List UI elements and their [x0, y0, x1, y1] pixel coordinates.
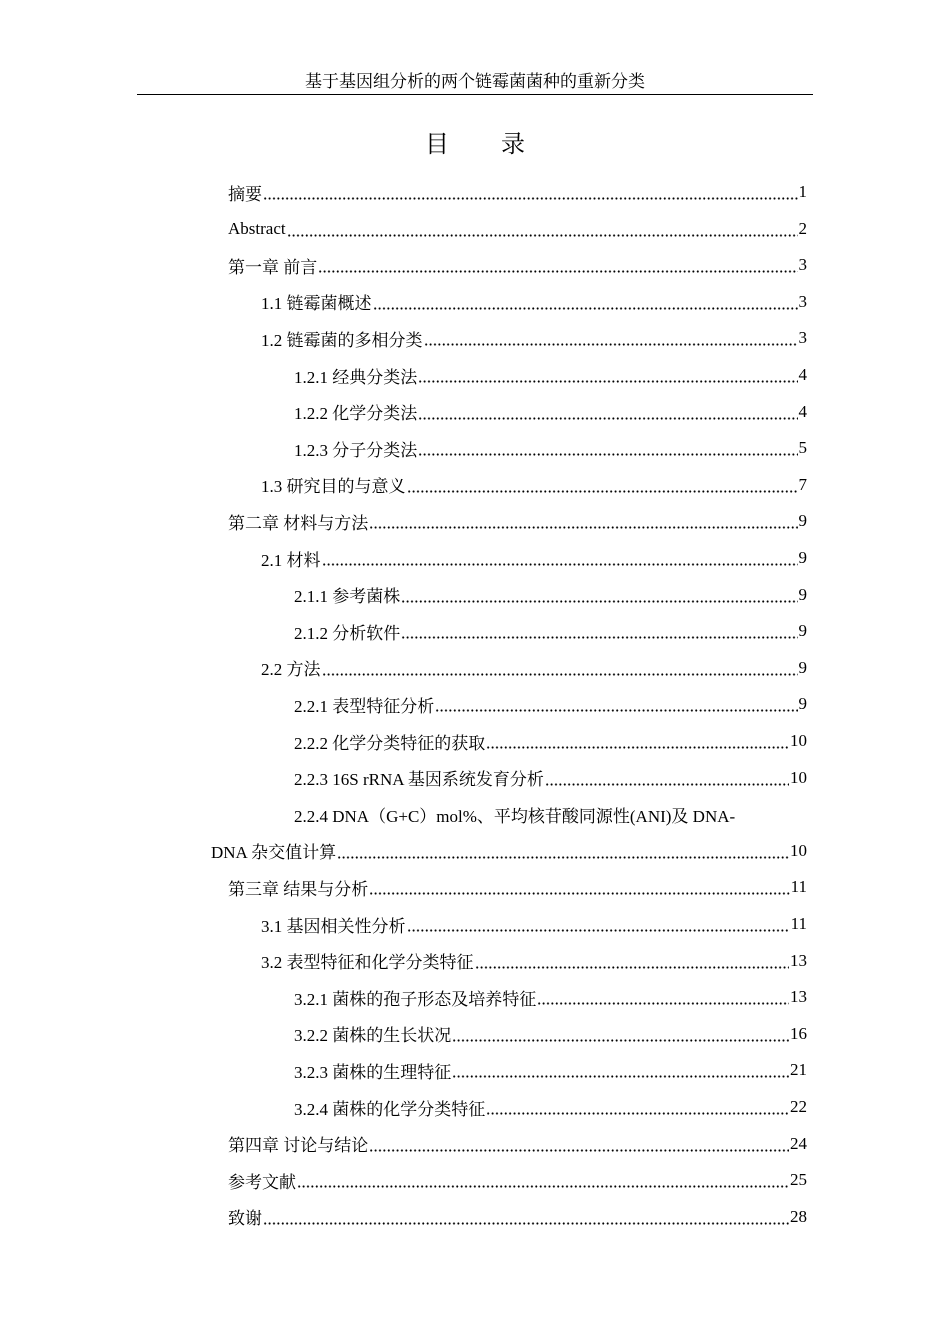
leader-dots: [401, 623, 797, 639]
leader-dots: [322, 660, 798, 676]
toc-entry-label: 1.3 研究目的与意义: [261, 477, 406, 497]
toc-entry[interactable]: [294, 394, 807, 430]
leader-dots: [369, 879, 789, 895]
toc-entry-page: 5: [798, 438, 807, 458]
leader-dots: [435, 696, 797, 712]
toc-entry[interactable]: [261, 320, 807, 356]
leader-dots: [537, 989, 789, 1005]
toc-entry[interactable]: [294, 357, 807, 393]
toc-entry-label: 2.2.2 化学分类特征的获取: [294, 733, 486, 753]
toc-entry[interactable]: [261, 540, 807, 576]
toc-entry-label: 3.2.4 菌株的化学分类特征: [294, 1099, 486, 1119]
toc-entry-label: 摘要: [228, 184, 262, 204]
toc-entry[interactable]: [228, 174, 807, 210]
toc-entry-page: 28: [790, 1206, 807, 1226]
toc-entry-page: 22: [790, 1097, 807, 1116]
toc-entry-page: 9: [798, 548, 807, 567]
leader-dots: [287, 221, 798, 237]
toc-entry[interactable]: [228, 211, 807, 247]
leader-dots: [452, 1026, 789, 1042]
toc-entry-label: 第一章 前言: [228, 257, 318, 277]
toc-entry-page: 16: [790, 1023, 807, 1043]
toc-entry-page: 10: [790, 840, 807, 860]
toc-entry[interactable]: [228, 1162, 807, 1198]
toc-entry[interactable]: [294, 760, 807, 796]
toc-entry-page: 9: [798, 657, 807, 677]
leader-dots: [369, 1136, 789, 1152]
leader-dots: [475, 953, 790, 969]
page-title: [0, 124, 950, 159]
toc-entry-page: 4: [798, 365, 807, 384]
toc-entry-label: 2.2.1 表型特征分析: [294, 696, 435, 716]
toc-entry-label: 1.2.2 化学分类法: [294, 404, 418, 424]
toc-entry-page: 2: [798, 218, 807, 238]
toc-entry-label: 3.1 基因相关性分析: [261, 916, 406, 936]
toc-entry[interactable]: [294, 613, 807, 649]
toc-entry[interactable]: [228, 1199, 807, 1235]
toc-entry-page: 3: [798, 291, 807, 311]
toc-entry-page: 13: [790, 950, 807, 970]
toc-entry-page: 25: [790, 1170, 807, 1190]
toc-entry[interactable]: [228, 503, 807, 539]
toc-entry-page: 11: [790, 877, 807, 897]
leader-dots: [263, 184, 798, 200]
toc-entry-label: 1.2 链霉菌的多相分类: [261, 330, 423, 350]
toc-entry-label: Abstract: [228, 218, 286, 238]
toc-entry-page: 11: [790, 914, 807, 933]
leader-dots: [263, 1209, 789, 1225]
toc-entry-page: 13: [790, 987, 807, 1007]
leader-dots: [401, 587, 797, 603]
toc-entry-page: 9: [798, 511, 807, 531]
toc-entry[interactable]: [294, 1016, 807, 1052]
toc-entry[interactable]: [261, 943, 807, 979]
toc-entry-label: 3.2.1 菌株的孢子形态及培养特征: [294, 989, 537, 1009]
toc-entry[interactable]: [294, 1089, 807, 1125]
title-char-2: 录: [501, 130, 525, 158]
toc-entry-page: 9: [798, 694, 807, 714]
toc-entry[interactable]: [261, 650, 807, 686]
toc-entry-page: 10: [790, 767, 807, 787]
leader-dots: [407, 916, 790, 932]
toc-entry-label: 2.1 材料: [261, 550, 321, 570]
toc-entry-page: 24: [790, 1133, 807, 1153]
toc-entry-page: 7: [798, 474, 807, 494]
toc-entry[interactable]: [294, 1052, 807, 1088]
leader-dots: [452, 1062, 789, 1078]
toc-entry-page: 3: [798, 328, 807, 348]
toc-entry-label: 1.1 链霉菌概述: [261, 294, 372, 314]
toc-entry-page: 21: [790, 1060, 807, 1080]
toc-entry-page: 9: [798, 621, 807, 641]
toc-entry-label: 1.2.3 分子分类法: [294, 440, 418, 460]
leader-dots: [373, 294, 798, 310]
toc-entry[interactable]: [228, 1126, 807, 1162]
toc-entry-label: 参考文献: [228, 1172, 296, 1192]
toc-entry-page: 3: [798, 255, 807, 275]
leader-dots: [407, 477, 798, 493]
toc-entry-label: 3.2.2 菌株的生长状况: [294, 1026, 452, 1046]
toc-entry-page: 9: [798, 584, 807, 604]
leader-dots: [337, 843, 789, 859]
toc-entry[interactable]: [261, 467, 807, 503]
leader-dots: [322, 550, 798, 566]
toc-entry[interactable]: [294, 577, 807, 613]
toc-entry-page: 4: [798, 401, 807, 421]
toc-entry[interactable]: [261, 906, 807, 942]
toc-entry[interactable]: [228, 247, 807, 283]
toc-entry-label: 3.2 表型特征和化学分类特征: [261, 953, 474, 973]
toc-entry-label: 2.1.1 参考菌株: [294, 587, 401, 607]
leader-dots: [418, 440, 797, 456]
toc-entry-page: 10: [790, 731, 807, 750]
leader-dots: [486, 1099, 789, 1115]
leader-dots: [369, 513, 797, 529]
leader-dots: [418, 367, 797, 383]
toc-entry-label: 致谢: [228, 1209, 262, 1229]
toc-entry[interactable]: [228, 869, 807, 905]
toc-entry[interactable]: [294, 430, 807, 466]
toc-entry[interactable]: [261, 284, 807, 320]
toc-entry[interactable]: [294, 979, 807, 1015]
leader-dots: [545, 770, 789, 786]
toc-entry-label: 2.1.2 分析软件: [294, 623, 401, 643]
toc-entry-label: 第二章 材料与方法: [228, 513, 369, 533]
toc-entry-page: 1: [798, 182, 807, 201]
running-header: 基于基因组分析的两个链霉菌菌种的重新分类: [137, 70, 813, 95]
leader-dots: [418, 404, 797, 420]
toc-entry-label: 2.2.4 DNA（G+C）mol%、平均核苷酸同源性(ANI)及 DNA-: [294, 806, 736, 826]
toc-entry[interactable]: [294, 796, 807, 832]
toc-entry-label: 第三章 结果与分析: [228, 879, 369, 899]
toc-entry-continuation[interactable]: [211, 833, 807, 869]
leader-dots: [424, 330, 798, 346]
leader-dots: [297, 1172, 789, 1188]
toc-entry-label: 2.2.3 16S rRNA 基因系统发育分析: [294, 770, 544, 790]
toc-entry-label: 1.2.1 经典分类法: [294, 367, 418, 387]
toc-entry-label: 3.2.3 菌株的生理特征: [294, 1062, 452, 1082]
leader-dots: [318, 257, 797, 273]
title-char-1: 目: [425, 130, 449, 158]
toc-entry[interactable]: [294, 723, 807, 759]
toc-entry[interactable]: [294, 686, 807, 722]
toc-entry-label: DNA 杂交值计算: [211, 843, 337, 863]
leader-dots: [486, 733, 789, 749]
toc-entry-label: 第四章 讨论与结论: [228, 1136, 369, 1156]
toc-entry-label: 2.2 方法: [261, 660, 321, 680]
